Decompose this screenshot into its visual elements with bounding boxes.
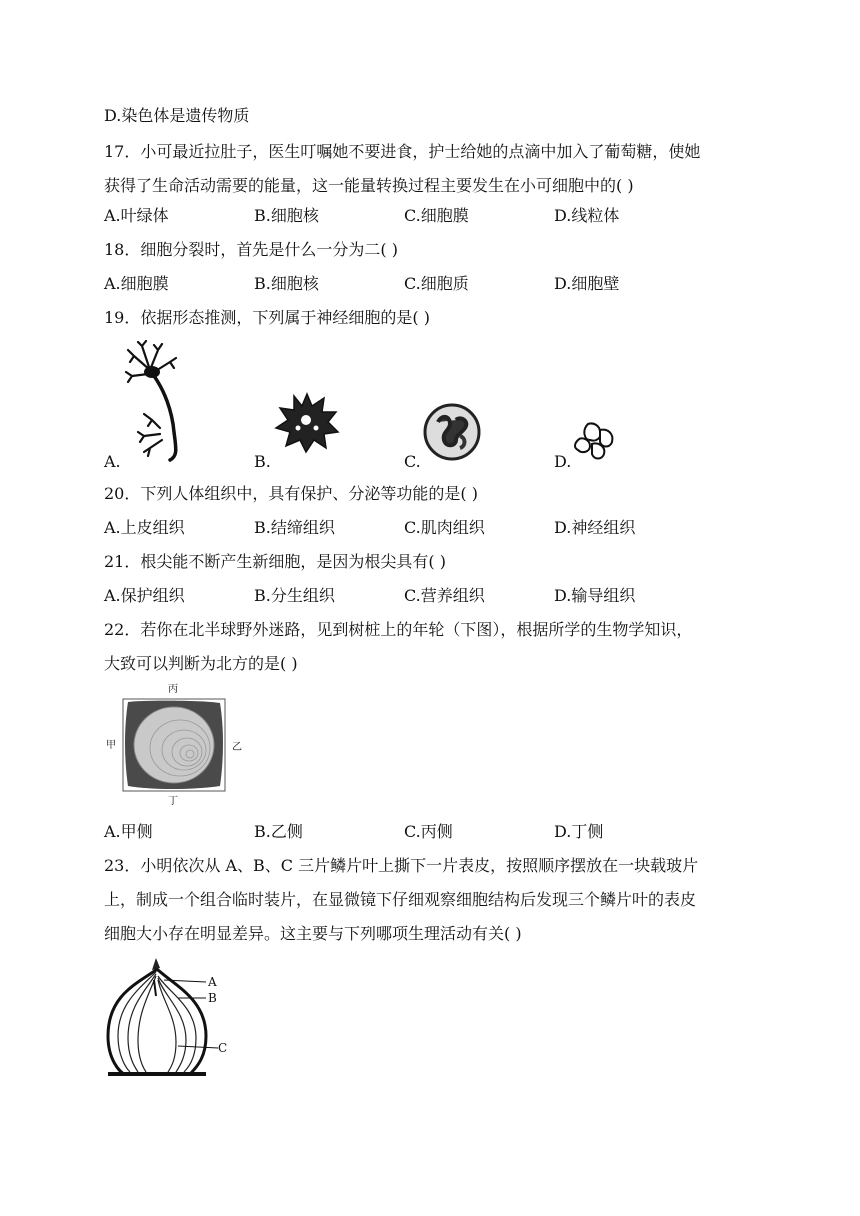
option-a[interactable]: A.甲侧 <box>104 822 153 841</box>
question-20-options <box>104 516 744 540</box>
white-blood-cell-image[interactable] <box>420 402 484 462</box>
question-22-options <box>104 820 744 844</box>
question-23-text-cont: 上，制成一个组合临时装片，在显微镜下仔细观察细胞结构后发现三个鳞片叶的表皮 <box>104 890 697 909</box>
tree-ring-label-bottom: 丁 <box>168 796 178 807</box>
figure-label-b[interactable]: B. <box>254 452 271 471</box>
question-20-text: 20．下列人体组织中，具有保护、分泌等功能的是( ) <box>104 484 478 503</box>
tree-stump-image <box>122 698 226 792</box>
epithelial-cells-image[interactable] <box>574 422 618 462</box>
question-17-options <box>104 204 744 228</box>
option-b[interactable]: B.细胞核 <box>254 206 319 225</box>
question-17-text-cont: 获得了生命活动需要的能量，这一能量转换过程主要发生在小可细胞中的( ) <box>104 176 634 195</box>
option-c[interactable]: C.营养组织 <box>404 586 485 605</box>
onion-figure <box>106 956 232 1080</box>
macrophage-cell-image[interactable] <box>272 390 342 454</box>
question-23-text-cont2: 细胞大小存在明显差异。这主要与下列哪项生理活动有关( ) <box>104 924 522 943</box>
option-b[interactable]: B.结缔组织 <box>254 518 335 537</box>
option-b[interactable]: B.乙侧 <box>254 822 303 841</box>
option-c[interactable]: C.细胞膜 <box>404 206 469 225</box>
option-d[interactable]: D.神经组织 <box>554 518 636 537</box>
neuron-cell-image[interactable] <box>120 340 190 465</box>
option-a[interactable]: A.细胞膜 <box>104 274 169 293</box>
question-17-text: 17．小可最近拉肚子，医生叮嘱她不要进食，护士给她的点滴中加入了葡萄糖，使她 <box>104 142 701 161</box>
onion-label-c: C <box>218 1041 228 1055</box>
option-b[interactable]: B.分生组织 <box>254 586 335 605</box>
question-23-text: 23．小明依次从 A、B、C 三片鳞片叶上撕下一片表皮，按照顺序摆放在一块载玻片 <box>104 856 699 875</box>
option-a[interactable]: A.保护组织 <box>104 586 185 605</box>
figure-label-d[interactable]: D. <box>554 452 572 471</box>
figure-label-c[interactable]: C. <box>404 452 421 471</box>
tree-ring-figure <box>104 684 244 810</box>
tree-ring-label-top: 丙 <box>168 684 178 695</box>
option-c[interactable]: C.丙侧 <box>404 822 453 841</box>
option-a[interactable]: A.上皮组织 <box>104 518 185 537</box>
question-21-text: 21．根尖能不断产生新细胞，是因为根尖具有( ) <box>104 552 446 571</box>
question-22-text-cont: 大致可以判断为北方的是( ) <box>104 654 298 673</box>
option-c[interactable]: C.肌肉组织 <box>404 518 485 537</box>
question-19-text: 19．依据形态推测，下列属于神经细胞的是( ) <box>104 308 430 327</box>
question-21-options <box>104 584 744 608</box>
onion-label-a: A <box>208 975 217 989</box>
onion-label-b: B <box>208 991 217 1005</box>
option-d[interactable]: D.输导组织 <box>554 586 636 605</box>
option-d[interactable]: D.线粒体 <box>554 206 620 225</box>
option-d-previous-question: D.染色体是遗传物质 <box>104 106 250 125</box>
tree-ring-label-right: 乙 <box>232 742 242 753</box>
option-b[interactable]: B.细胞核 <box>254 274 319 293</box>
option-c[interactable]: C.细胞质 <box>404 274 469 293</box>
question-22-text: 22．若你在北半球野外迷路，见到树桩上的年轮（下图），根据所学的生物学知识， <box>104 620 693 639</box>
option-a[interactable]: A.叶绿体 <box>104 206 169 225</box>
question-18-text: 18．细胞分裂时，首先是什么一分为二( ) <box>104 240 398 259</box>
option-d[interactable]: D.细胞壁 <box>554 274 620 293</box>
question-18-options <box>104 272 744 296</box>
figure-label-a[interactable]: A. <box>104 452 121 471</box>
tree-ring-label-left: 甲 <box>106 740 116 751</box>
option-d[interactable]: D.丁侧 <box>554 822 604 841</box>
